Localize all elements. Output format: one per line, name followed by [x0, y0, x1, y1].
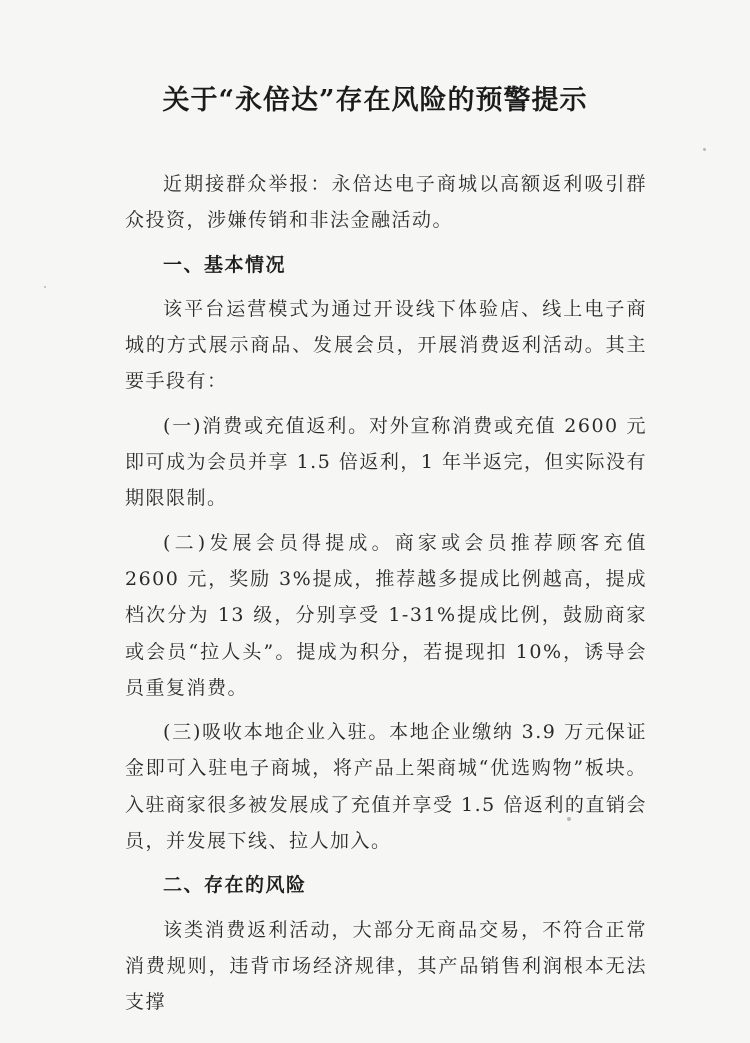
section-heading-risk: 二、存在的风险	[163, 874, 307, 897]
paper-speck	[44, 286, 46, 288]
paper-speck	[703, 148, 706, 151]
section-heading-basic: 一、基本情况	[163, 253, 287, 276]
list-item: (三)吸收本地企业入驻。本地企业缴纳 3.9 万元保证金即可入驻电子商城，将产品上架商城“优选购物”板块。入驻商家很多被发展成了充值并享受 1.5 倍返利的直销会员，并发展下线、拉人加入。	[125, 721, 647, 853]
section-paragraph: 该类消费返利活动，大部分无商品交易，不符合正常消费规则，违背市场经济规律，其产品销售利润根本无法支撑	[125, 918, 647, 1014]
paper-speck	[567, 817, 571, 821]
section-paragraph: 该平台运营模式为通过开设线下体验店、线上电子商城的方式展示商品、发展会员，开展消费返利活动。其主要手段有：	[125, 297, 647, 393]
list-item: (一)消费或充值返利。对外宣称消费或充值 2600 元即可成为会员并享 1.5 倍返利，1 年半返完，但实际没有期限限制。	[125, 414, 647, 510]
document-body	[125, 166, 647, 1029]
intro-paragraph: 近期接群众举报：永倍达电子商城以高额返利吸引群众投资，涉嫌传销和非法金融活动。	[125, 173, 647, 232]
list-item: (二)发展会员得提成。商家或会员推荐顾客充值 2600 元，奖励 3%提成，推荐越多提成比例越高，提成档次分为 13 级，分别享受 1-31%提成比例，鼓励商家或会员“拉人头”。提成为积分，若提现扣 10%，诱导会员重复消费。	[125, 531, 647, 699]
document-title: 关于“永倍达”存在风险的预警提示	[162, 85, 588, 116]
